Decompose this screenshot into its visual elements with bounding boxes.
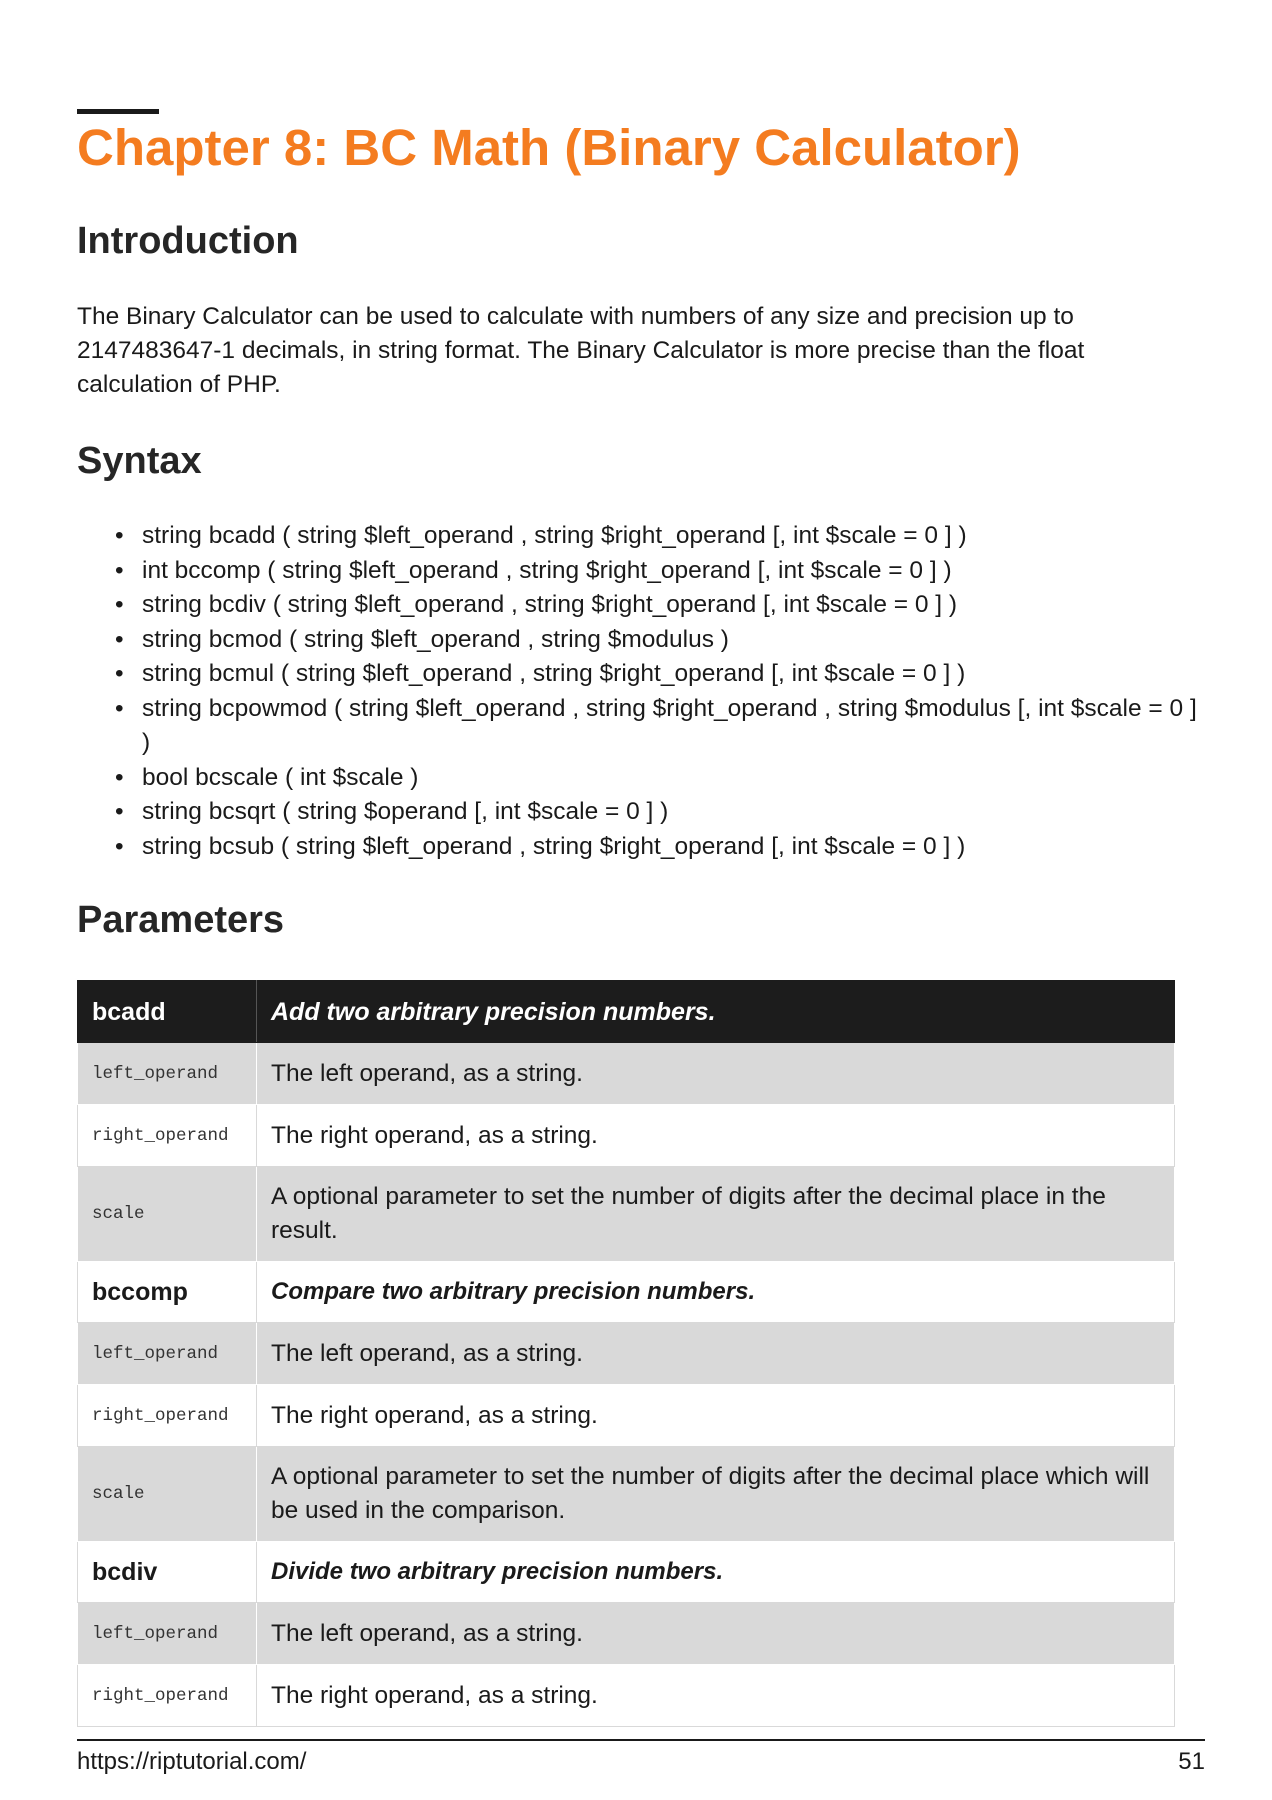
table-function-row <box>78 1262 1175 1323</box>
bullet-glyph: • <box>115 832 124 860</box>
parameters-heading: Parameters <box>77 899 285 941</box>
syntax-item-text: bool bcscale ( int $scale ) <box>142 763 419 791</box>
param-name-cell: right_operand <box>78 1665 257 1727</box>
footer-rule <box>77 1739 1205 1741</box>
syntax-item <box>77 623 1207 658</box>
param-name-cell: scale <box>78 1167 257 1262</box>
bullet-glyph: • <box>115 763 124 791</box>
param-name-cell: right_operand <box>78 1385 257 1447</box>
syntax-item-text: string bcsub ( string $left_operand , string $right_operand [, int $scale = 0 ] ) <box>142 832 966 860</box>
param-desc-cell: The left operand, as a string. <box>257 1043 1175 1105</box>
bullet-glyph: • <box>115 556 124 584</box>
page-number: 51 <box>1178 1748 1205 1775</box>
syntax-item <box>77 761 1207 796</box>
table-row <box>78 1105 1175 1167</box>
syntax-item-text: string bcmod ( string $left_operand , string $modulus ) <box>142 625 729 653</box>
param-name-cell: left_operand <box>78 1043 257 1105</box>
syntax-item-text: string bcadd ( string $left_operand , string $right_operand [, int $scale = 0 ] ) <box>142 522 967 549</box>
param-name-cell: scale <box>78 1447 257 1542</box>
function-name-cell: bcadd <box>78 981 257 1043</box>
function-name-cell: bcdiv <box>78 1542 257 1603</box>
bullet-glyph: • <box>115 591 124 618</box>
param-name-cell: right_operand <box>78 1105 257 1167</box>
param-name-cell: left_operand <box>78 1603 257 1665</box>
syntax-list <box>77 519 1207 864</box>
table-row <box>78 1323 1175 1385</box>
table-header-row <box>78 981 1175 1043</box>
param-desc-cell: The left operand, as a string. <box>257 1603 1175 1665</box>
param-desc-cell: A optional parameter to set the number of digits after the decimal place in the result. <box>257 1167 1175 1262</box>
function-summary-cell: Compare two arbitrary precision numbers. <box>257 1262 1175 1323</box>
syntax-item-text: string bcsqrt ( string $operand [, int $scale = 0 ] ) <box>142 798 669 825</box>
footer-url-link[interactable]: https://riptutorial.com/ <box>77 1748 307 1775</box>
table-function-row <box>78 1542 1175 1603</box>
param-desc-cell: The left operand, as a string. <box>257 1323 1175 1385</box>
syntax-item-text: string bcpowmod ( string $left_operand , string $right_operand , string $modulus [, int $scale = 0 ] ) <box>142 694 1197 756</box>
function-summary-cell: Add two arbitrary precision numbers. <box>257 981 1175 1043</box>
syntax-item <box>77 554 1207 589</box>
param-desc-cell: The right operand, as a string. <box>257 1105 1175 1167</box>
syntax-item <box>77 519 1207 554</box>
syntax-item <box>77 830 1207 865</box>
syntax-item <box>77 795 1207 830</box>
syntax-item-text: string bcmul ( string $left_operand , string $right_operand [, int $scale = 0 ] ) <box>142 660 966 687</box>
param-name-cell: left_operand <box>78 1323 257 1385</box>
chapter-rule <box>77 109 159 114</box>
table-row <box>78 1043 1175 1105</box>
bullet-glyph: • <box>115 798 124 825</box>
bullet-glyph: • <box>115 694 124 722</box>
parameters-table <box>77 980 1175 1727</box>
bullet-glyph: • <box>115 522 124 549</box>
table-row <box>78 1603 1175 1665</box>
syntax-item-text: int bccomp ( string $left_operand , string $right_operand [, int $scale = 0 ] ) <box>142 556 952 584</box>
syntax-heading: Syntax <box>77 440 202 482</box>
function-name-cell: bccomp <box>78 1262 257 1323</box>
chapter-title: Chapter 8: BC Math (Binary Calculator) <box>77 119 1021 176</box>
bullet-glyph: • <box>115 625 124 653</box>
bullet-glyph: • <box>115 660 124 687</box>
syntax-item <box>77 692 1207 761</box>
introduction-heading: Introduction <box>77 220 299 262</box>
table-row <box>78 1385 1175 1447</box>
param-desc-cell: The right operand, as a string. <box>257 1385 1175 1447</box>
param-desc-cell: The right operand, as a string. <box>257 1665 1175 1727</box>
table-row <box>78 1447 1175 1542</box>
function-summary-cell: Divide two arbitrary precision numbers. <box>257 1542 1175 1603</box>
syntax-item <box>77 588 1207 623</box>
syntax-item <box>77 657 1207 692</box>
syntax-item-text: string bcdiv ( string $left_operand , string $right_operand [, int $scale = 0 ] ) <box>142 591 958 618</box>
param-desc-cell: A optional parameter to set the number of digits after the decimal place which will be used in the comparison. <box>257 1447 1175 1542</box>
table-row <box>78 1167 1175 1262</box>
introduction-text: The Binary Calculator can be used to calculate with numbers of any size and precision up to 2147483647-1 decimals, in string format. The Binary Calculator is more precise than the float calculation of PHP. <box>77 303 1085 398</box>
table-row <box>78 1665 1175 1727</box>
